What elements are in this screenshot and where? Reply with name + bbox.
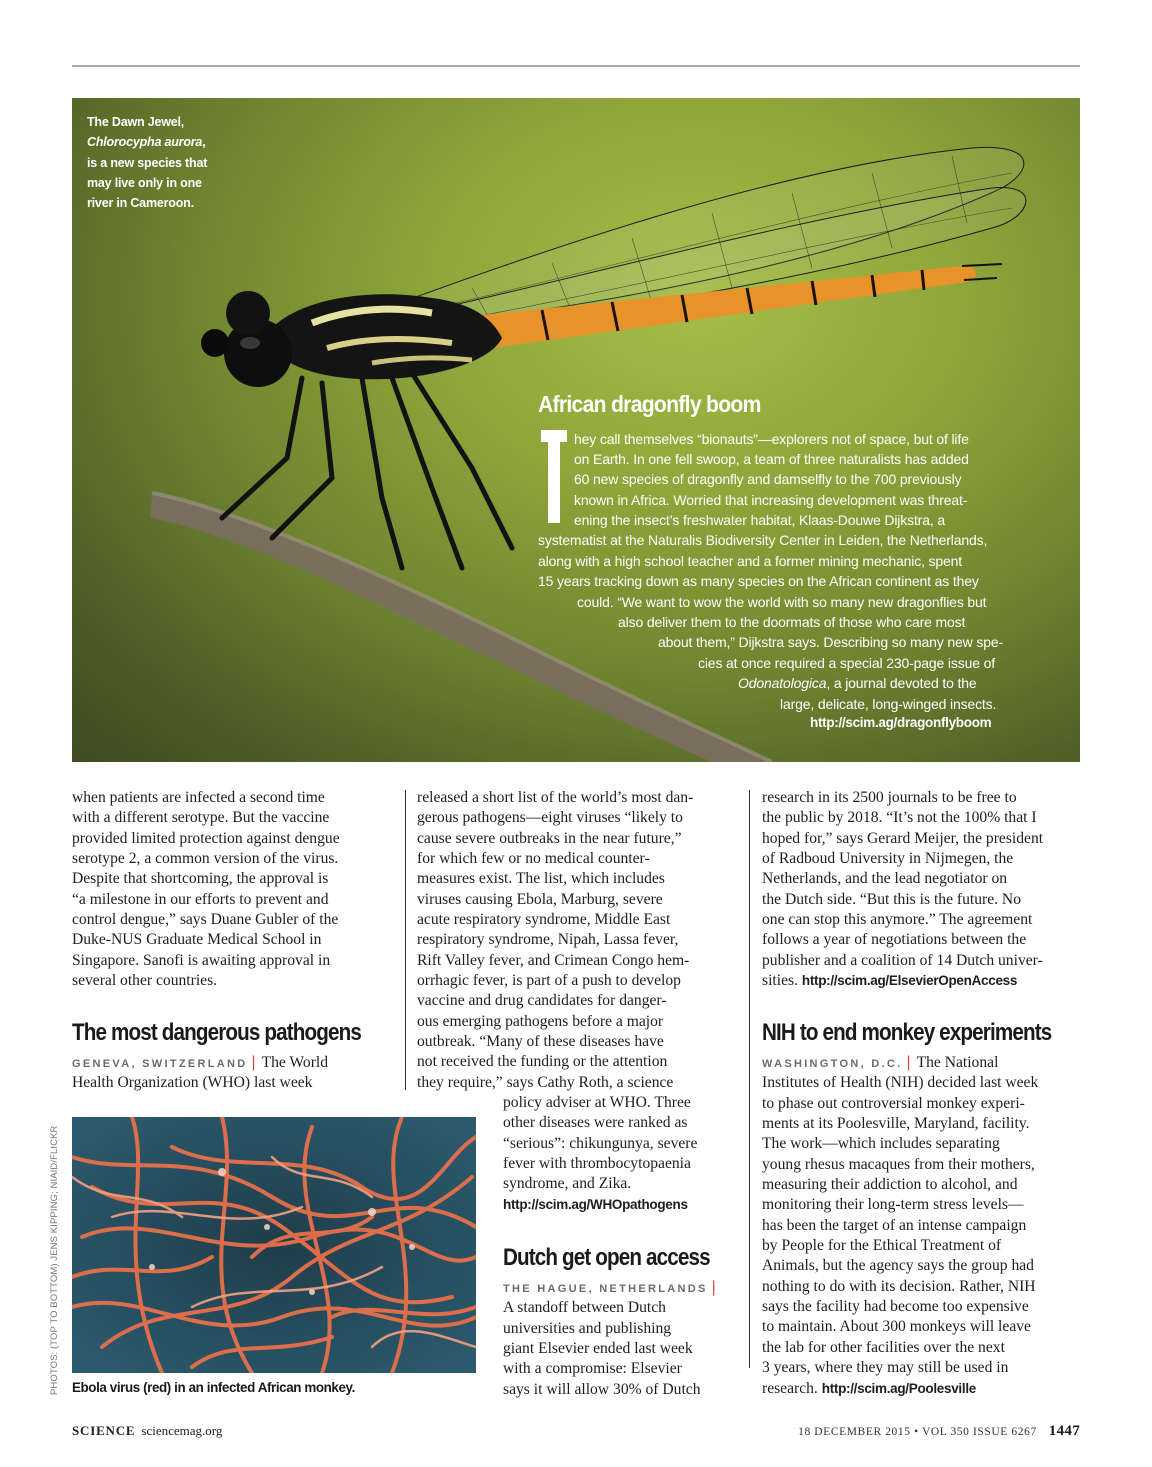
text-line: says it will allow 30% of Dutch <box>503 1380 701 1398</box>
caption-line: The Dawn Jewel, <box>87 115 185 129</box>
who-pathogens-link[interactable]: http://scim.ag/WHOpathogens <box>503 1196 688 1212</box>
text-line: gerous pathogens—eight viruses “likely to <box>417 809 683 827</box>
text-line: Singapore. Sanofi is awaiting approval in <box>72 951 331 969</box>
story-line: on Earth. In one fell swoop, a team of three naturalists has added <box>574 451 969 467</box>
caption-punct: , <box>202 135 206 150</box>
text-line: measuring their addiction to alcohol, and <box>762 1176 1018 1194</box>
text-line: Health Organization (WHO) last week <box>72 1074 313 1092</box>
text-line: the Dutch side. “But this is the future. No <box>762 890 1021 908</box>
text-line: released a short list of the world’s most dan- <box>417 789 694 806</box>
magazine-name: SCIENCE <box>72 1423 136 1438</box>
link-line <box>762 1379 1038 1399</box>
story-line: 15 years tracking down as many species on the African continent as they <box>538 573 979 589</box>
dateline-separator: | <box>711 1279 716 1296</box>
dateline-separator: | <box>251 1054 256 1071</box>
poolesville-link[interactable]: http://scim.ag/Poolesville <box>821 1380 976 1396</box>
caption-line <box>87 132 237 152</box>
text-line: they require,” says Cathy Roth, a science <box>417 1073 674 1091</box>
caption-line: may live only in one <box>87 175 202 190</box>
pathogens-headline: The most dangerous pathogens <box>72 1019 361 1046</box>
text-line: with a different serotype. But the vaccine <box>72 809 330 827</box>
text-line: fever with thrombocytopaenia <box>503 1155 691 1173</box>
text-line: acute respiratory syndrome, Middle East <box>417 911 671 929</box>
story-line: hey call themselves “bionauts”—explorers not of space, but of life <box>574 431 969 447</box>
issue-info: 18 DECEMBER 2015 • VOL 350 ISSUE 6267 <box>798 1426 1037 1438</box>
text-line: when patients are infected a second time <box>72 789 325 806</box>
journal-name: Odonatologica <box>738 675 827 691</box>
text-line: ous emerging pathogens before a major <box>417 1012 664 1030</box>
page-number: 1447 <box>1048 1423 1080 1439</box>
text-line: publisher and a coalition of 14 Dutch univer- <box>762 951 1043 969</box>
column-divider <box>405 790 406 1090</box>
nih-story <box>762 1053 1038 1399</box>
text-line: research in its 2500 journals to be free to <box>762 789 1017 806</box>
column-divider <box>749 790 750 1368</box>
column-2-wrap-text <box>503 1093 697 1215</box>
text-fragment: research. <box>762 1379 818 1397</box>
text-line: 3 years, where they may still be used in <box>762 1359 1009 1377</box>
text-line: has been the target of an intense campaign <box>762 1216 1027 1234</box>
story-line <box>738 673 977 693</box>
story-text: , a journal devoted to the <box>826 675 977 691</box>
elsevier-link[interactable]: http://scim.ag/ElsevierOpenAccess <box>801 973 1018 989</box>
text-line: the lab for other facilities over the next <box>762 1338 1005 1356</box>
dragonfly-photo <box>72 98 1080 762</box>
species-name: Chlorocypha aurora <box>87 135 203 150</box>
dateline-line <box>503 1278 722 1298</box>
dateline-hague: THE HAGUE, NETHERLANDS <box>503 1283 708 1295</box>
photo-credit: PHOTOS: (TOP TO BOTTOM) JENS KIPPING; NIAID/FLICKR <box>49 1125 60 1395</box>
text-line: not received the funding or the attention <box>417 1053 668 1071</box>
link-line <box>762 971 1043 991</box>
column-3-text <box>762 788 1043 991</box>
nih-headline: NIH to end monkey experiments <box>762 1019 1052 1046</box>
text-line: serotype 2, a common version of the virus. <box>72 850 339 868</box>
text-line: respiratory syndrome, Nipah, Lassa fever, <box>417 931 679 949</box>
story-line: also deliver them to the doormats of those who care most <box>618 614 966 630</box>
story-line: could. “We want to wow the world with so many new dragonflies but <box>577 594 987 610</box>
dragonfly-link[interactable]: http://scim.ag/dragonflyboom <box>810 715 992 730</box>
story-line: 60 new species of dragonfly and damselfly to the 700 previously <box>574 471 962 487</box>
hero-caption <box>87 112 237 213</box>
link-line <box>503 1195 697 1215</box>
text-line: by People for the Ethical Treatment of <box>762 1237 1002 1255</box>
caption-line: river in Cameroon. <box>87 196 194 211</box>
dateline-separator: | <box>906 1054 911 1071</box>
text-line: with a compromise: Elsevier <box>503 1360 682 1378</box>
story-line: about them,” Dijkstra says. Describing so many new spe- <box>658 634 1003 650</box>
story-line: along with a high school teacher and a former mining mechanic, spent <box>538 553 963 569</box>
dateline-geneva: GENEVA, SWITZERLAND <box>72 1058 248 1070</box>
text-line: follows a year of negotiations between the <box>762 931 1027 949</box>
text-line: provided limited protection against dengue <box>72 829 340 847</box>
column-1-text <box>72 788 340 991</box>
text-line: cause severe outbreaks in the near future,” <box>417 829 682 847</box>
text-line: vaccine and drug candidates for danger- <box>417 992 667 1010</box>
text-line: “serious”: chikungunya, severe <box>503 1134 698 1152</box>
text-line: Despite that shortcoming, the approval is <box>72 870 329 888</box>
dateline-line <box>762 1053 1038 1073</box>
text-line: control dengue,” says Duane Gubler of the <box>72 911 339 929</box>
footer-right <box>798 1423 1080 1440</box>
text-line: The World <box>261 1054 329 1071</box>
text-line: nothing to do with its decision. Rather, NIH <box>762 1277 1036 1295</box>
text-line: to phase out controversial monkey experi- <box>762 1094 1025 1112</box>
text-line: “a milestone in our efforts to prevent and <box>72 890 329 908</box>
dutch-headline: Dutch get open access <box>503 1244 710 1271</box>
ebola-caption: Ebola virus (red) in an infected African monkey. <box>72 1380 355 1395</box>
dateline-line <box>72 1053 328 1073</box>
text-line: giant Elsevier ended last week <box>503 1340 693 1358</box>
text-line: Institutes of Health (NIH) decided last week <box>762 1074 1039 1092</box>
pathogens-lede <box>72 1053 328 1094</box>
site-url[interactable]: sciencemag.org <box>141 1423 223 1438</box>
dateline-washington: WASHINGTON, D.C. <box>762 1058 903 1070</box>
text-line: policy adviser at WHO. Three <box>503 1094 691 1111</box>
text-line: for which few or no medical counter- <box>417 850 650 868</box>
text-line: outbreak. “Many of these diseases have <box>417 1033 664 1051</box>
text-line: ments at its Poolesville, Maryland, facility. <box>762 1115 1030 1133</box>
text-fragment: sities. <box>762 972 798 990</box>
ebola-photo <box>72 1117 476 1373</box>
text-line: universities and publishing <box>503 1319 672 1337</box>
text-line: the public by 2018. “It’s not the 100% that I <box>762 809 1037 827</box>
text-line: to maintain. About 300 monkeys will leave <box>762 1318 1031 1336</box>
text-line: Duke-NUS Graduate Medical School in <box>72 931 322 949</box>
text-line: says the facility had become too expensive <box>762 1298 1029 1316</box>
text-line: hoped for,” says Gerard Meijer, the president <box>762 829 1044 847</box>
text-line: viruses causing Ebola, Marburg, severe <box>417 890 663 908</box>
ebola-illustration <box>72 1117 476 1373</box>
story-line: large, delicate, long-winged insects. <box>780 696 997 712</box>
story-line: known in Africa. Worried that increasing development was threat- <box>574 492 968 508</box>
story-line: cies at once required a special 230-page issue of <box>698 655 995 671</box>
text-line: Animals, but the agency says the group had <box>762 1257 1034 1275</box>
story-line: ening the insect’s freshwater habitat, Klaas-Douwe Dijkstra, a <box>574 512 945 528</box>
text-line: The work—which includes separating <box>762 1135 1000 1153</box>
column-2-text <box>417 788 693 1093</box>
text-line: A standoff between Dutch <box>503 1299 666 1317</box>
text-line: The National <box>916 1054 999 1071</box>
footer-left <box>72 1423 222 1439</box>
drop-cap-t <box>541 430 567 523</box>
dragonfly-headline: African dragonfly boom <box>538 391 761 417</box>
text-line: several other countries. <box>72 972 218 990</box>
story-line: systematist at the Naturalis Biodiversity Center in Leiden, the Netherlands, <box>538 532 988 548</box>
caption-line: is a new species that <box>87 155 208 170</box>
text-line: Rift Valley fever, and Crimean Congo hem- <box>417 951 690 969</box>
text-line: other diseases were ranked as <box>503 1114 688 1132</box>
text-line: syndrome, and Zika. <box>503 1175 632 1193</box>
text-line: young rhesus macaques from their mothers, <box>762 1155 1035 1173</box>
text-line: measures exist. The list, which includes <box>417 870 665 888</box>
dutch-lede <box>503 1278 722 1400</box>
top-rule <box>72 65 1080 67</box>
text-line: of Radboud University in Nijmegen, the <box>762 850 1014 868</box>
text-line: one can stop this anymore.” The agreement <box>762 911 1033 929</box>
text-line: monitoring their long-term stress levels— <box>762 1196 1024 1214</box>
text-line: Netherlands, and the lead negotiator on <box>762 870 1008 888</box>
text-line: orrhagic fever, is part of a push to develop <box>417 972 681 990</box>
